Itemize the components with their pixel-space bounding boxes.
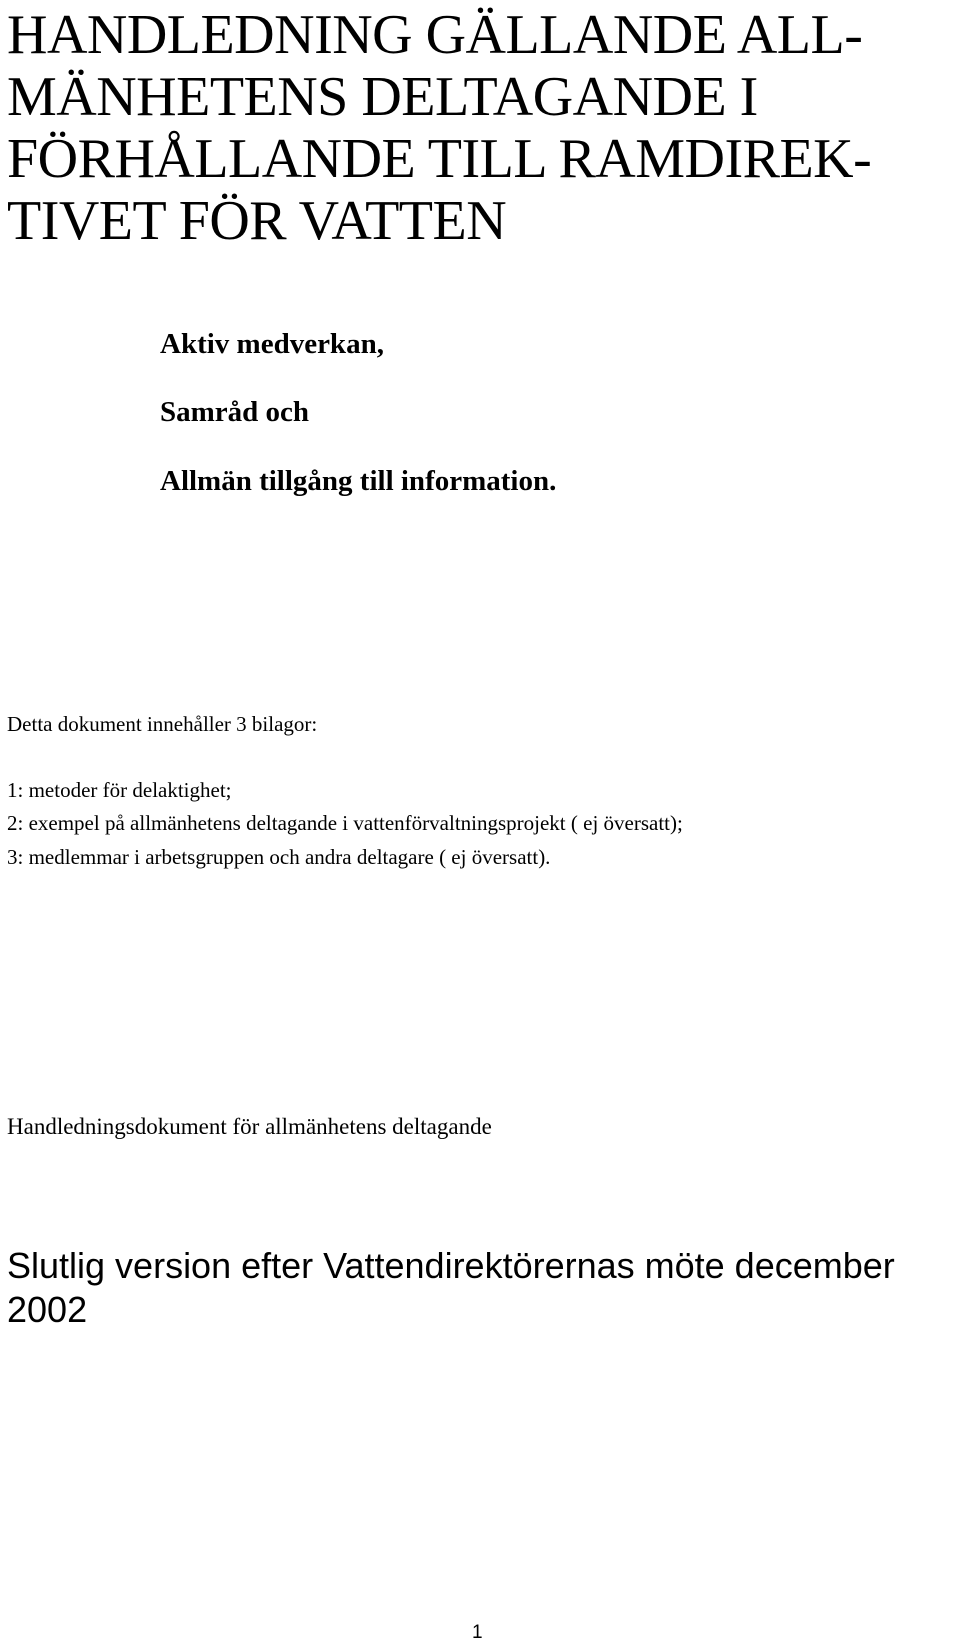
title-line: TIVET FÖR VATTEN [7, 190, 507, 252]
subheading-public-access: Allmän tillgång till information. [160, 465, 557, 497]
title-line: HANDLEDNING GÄLLANDE ALL- [7, 4, 863, 66]
document-title [7, 4, 947, 252]
annex-item: 1: metoder för delaktighet; [7, 778, 232, 802]
subheading-active-participation: Aktiv medverkan, [160, 328, 384, 360]
guidance-document-title: Handledningsdokument för allmänhetens deltagande [7, 1114, 492, 1139]
page-number: 1 [472, 1622, 483, 1643]
annex-intro: Detta dokument innehåller 3 bilagor: [7, 712, 318, 736]
annex-item: 2: exempel på allmänhetens deltagande i vattenförvaltningsprojekt ( ej översatt); [7, 811, 683, 835]
final-version-note: Slutlig version efter Vattendirektörernas möte december 2002 [7, 1245, 895, 1330]
title-line: FÖRHÅLLANDE TILL RAMDIREK- [7, 128, 872, 190]
title-line: MÄNHETENS DELTAGANDE I [7, 66, 758, 128]
annex-item: 3: medlemmar i arbetsgruppen och andra deltagare ( ej översatt). [7, 845, 551, 869]
subheading-consultation: Samråd och [160, 396, 310, 428]
